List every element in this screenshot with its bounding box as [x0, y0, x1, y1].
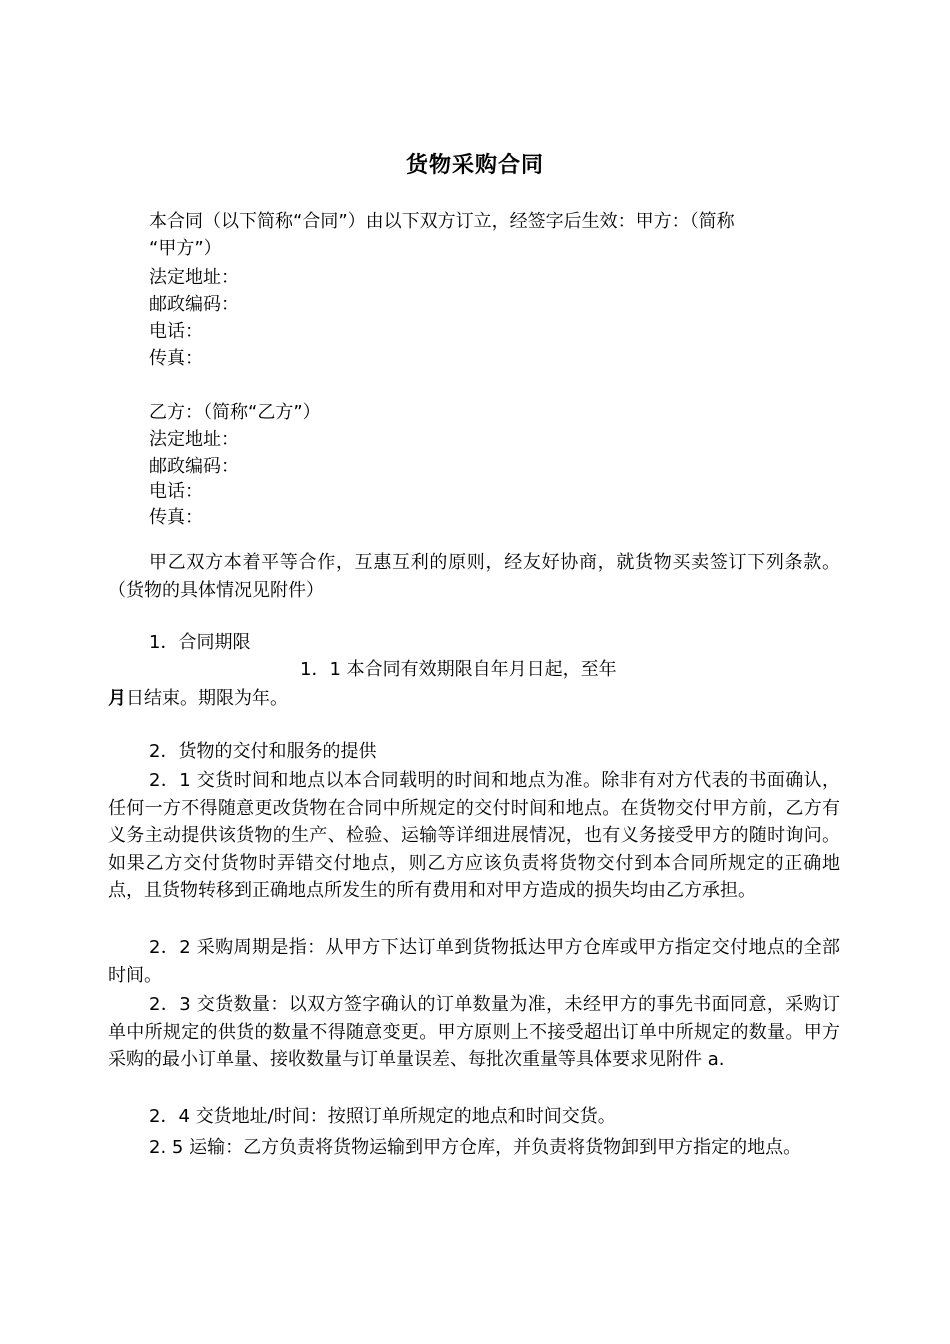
- clause-1-1-rest: 日结束。期限为年。: [126, 688, 288, 709]
- party-b-address: 法定地址：: [149, 429, 239, 450]
- party-a-fax: 传真：: [149, 348, 203, 369]
- party-a-phone: 电话：: [149, 321, 203, 342]
- clause-2-2: 2．2 采购周期是指：从甲方下达订单到货物抵达甲方仓库或甲方指定交付地点的全部时间。: [108, 937, 840, 986]
- clause-2-3: 2．3 交货数量：以双方签字确认的订单数量为准，未经甲方的事先书面同意，采购订单中所规定的供货的数量不得随意变更。甲方原则上不接受超出订单中所规定的数量。甲方采购的最小订单量、接收数量与订单量误差、每批次重量等具体要求见附件 a.: [108, 994, 840, 1071]
- clause-2-1: 2．1 交货时间和地点以本合同载明的时间和地点为准。除非有对方代表的书面确认，任何一方不得随意更改货物在合同中所规定的交付时间和地点。在货物交付甲方前，乙方有义务主动提供该货物的生产、检验、运输等详细进展情况，也有义务接受甲方的随时询问。如果乙方交付货物时弄错交付地点，则乙方应该负责将货物交付到本合同所规定的正确地点，且货物转移到正确地点所发生的所有费用和对甲方造成的损失均由乙方承担。: [108, 770, 840, 902]
- party-b-name: 乙方：（简称“乙方”）: [149, 402, 321, 423]
- intro-line-2: “甲方”）: [149, 238, 222, 259]
- party-a-address: 法定地址：: [149, 267, 239, 288]
- clause-1-1-line-1: 1．1 本合同有效期限自年月日起，至年: [300, 659, 617, 680]
- clause-1-1-line-2: [108, 686, 288, 712]
- party-b-postcode: 邮政编码：: [149, 456, 239, 477]
- preamble-paragraph: 甲乙双方本着平等合作，互惠互利的原则，经友好协商，就货物买卖签订下列条款。（货物的具体情况见附件）: [108, 552, 840, 601]
- party-b-phone: 电话：: [149, 481, 203, 502]
- clause-2-5: 2. 5 运输：乙方负责将货物运输到甲方仓库，并负责将货物卸到甲方指定的地点。: [149, 1137, 802, 1158]
- clause-1-1-bold-month: 月: [108, 688, 126, 709]
- clause-2-4: 2．4 交货地址/时间：按照订单所规定的地点和时间交货。: [149, 1106, 616, 1127]
- party-b-fax: 传真：: [149, 507, 203, 528]
- party-a-postcode: 邮政编码：: [149, 294, 239, 315]
- intro-line-1: 本合同（以下简称“合同”）由以下双方订立，经签字后生效：甲方：（简称: [149, 211, 735, 232]
- section-1-heading: 1．合同期限: [149, 632, 251, 653]
- document-title: 货物采购合同: [405, 153, 544, 178]
- section-2-heading: 2．货物的交付和服务的提供: [149, 741, 377, 762]
